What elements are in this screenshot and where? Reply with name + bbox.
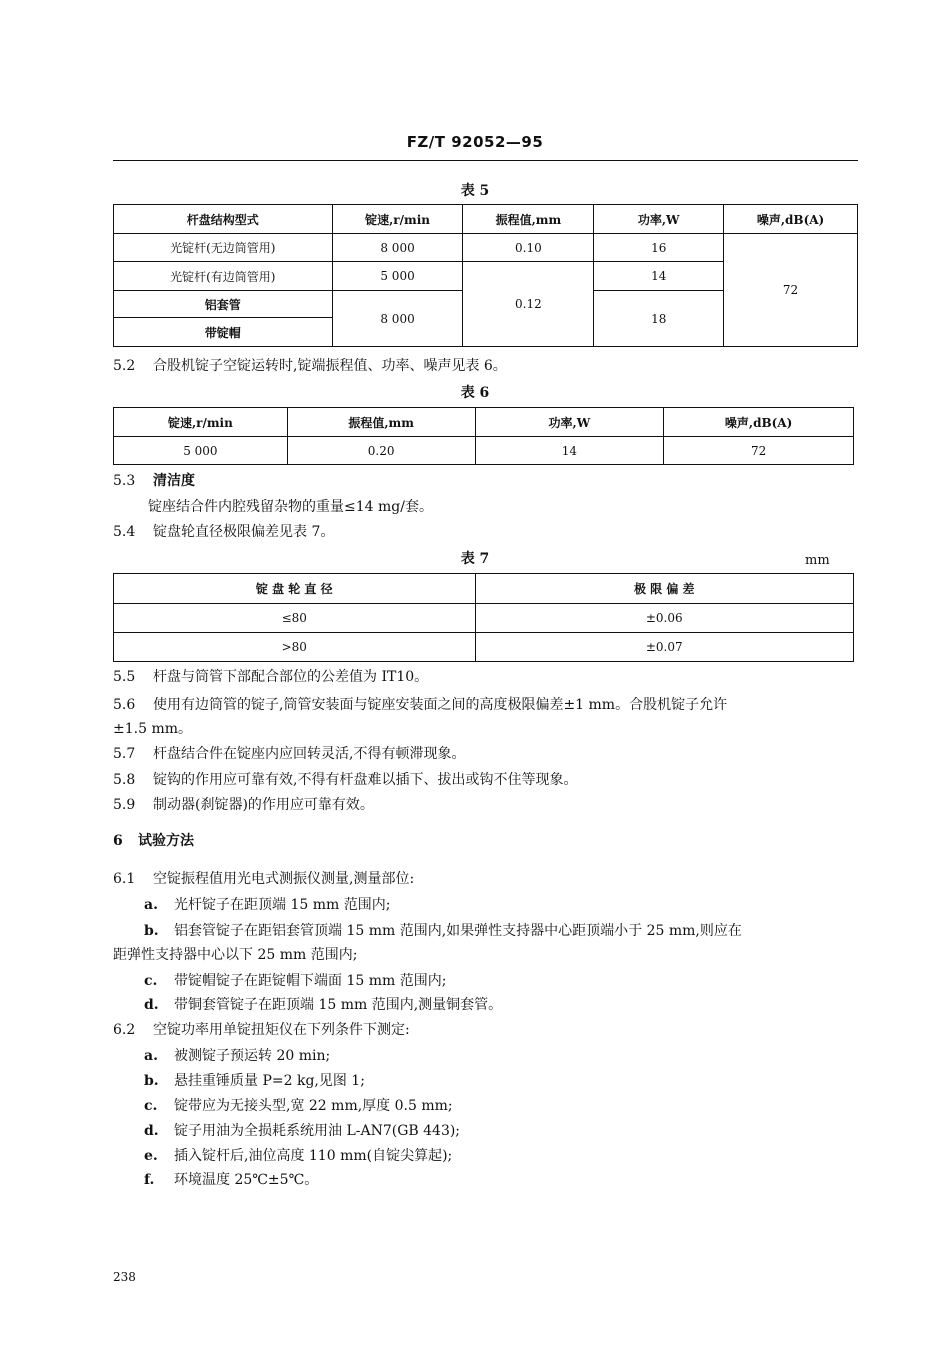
table6-header-noise: 噪声,dB(A) [664, 408, 854, 437]
table7 [113, 573, 854, 662]
table5-cell: 8 000 [332, 234, 463, 262]
table6-cell: 5 000 [114, 437, 288, 465]
section-5-9: 5.9 制动器(刹锭器)的作用应可靠有效。 [113, 797, 374, 813]
section-6-1-b-cont: 距弹性支持器中心以下 25 mm 范围内; [113, 947, 358, 963]
table7-cell: ±0.07 [475, 633, 854, 662]
section-5-4: 5.4 锭盘轮直径极限偏差见表 7。 [113, 524, 335, 540]
section-5-8: 5.8 锭钩的作用应可靠有效,不得有杆盘难以插下、拔出或钩不住等现象。 [113, 772, 578, 788]
table5-header-noise: 噪声,dB(A) [724, 205, 858, 234]
table5-cell: 带锭帽 [114, 318, 333, 347]
section-6-2-c: c. 锭带应为无接头型,宽 22 mm,厚度 0.5 mm; [144, 1098, 453, 1114]
table5-noise-value: 72 [724, 234, 858, 347]
section-6-heading: 6 试验方法 [113, 833, 194, 849]
section-6-1-a: a. 光杆锭子在距顶端 15 mm 范围内; [144, 897, 391, 913]
section-5-5: 5.5 杆盘与筒管下部配合部位的公差值为 IT10。 [113, 669, 429, 685]
section-6-2-d: d. 锭子用油为全损耗系统用油 L-AN7(GB 443); [144, 1123, 461, 1139]
table7-unit: mm [805, 553, 830, 568]
table6 [113, 407, 854, 465]
table6-caption: 表 6 [460, 385, 490, 401]
table5-cell: 18 [594, 291, 724, 347]
table7-cell: >80 [114, 633, 476, 662]
table7-header-deviation: 极 限 偏 差 [475, 574, 854, 604]
section-6-1: 6.1 空锭振程值用光电式测振仪测量,测量部位: [113, 871, 415, 887]
table5-cell: 铝套管 [114, 291, 333, 318]
section-5-7: 5.7 杆盘结合件在锭座内应回转灵活,不得有顿滞现象。 [113, 746, 466, 762]
table6-header-amplitude: 振程值,mm [287, 408, 475, 437]
table6-header-speed: 锭速,r/min [114, 408, 288, 437]
table5-caption: 表 5 [460, 183, 490, 199]
section-6-1-c: c. 带锭帽锭子在距锭帽下端面 15 mm 范围内; [144, 973, 447, 989]
document-header: FZ/T 92052—95 [406, 133, 544, 151]
table7-caption: 表 7 [460, 551, 490, 567]
section-5-6-cont: ±1.5 mm。 [113, 721, 192, 737]
table5-cell: 8 000 [332, 291, 463, 347]
table5-header-speed: 锭速,r/min [332, 205, 463, 234]
table5-cell: 14 [594, 262, 724, 291]
table5-header-power: 功率,W [594, 205, 724, 234]
table5-cell: 0.10 [463, 234, 594, 262]
table5-cell: 0.12 [463, 262, 594, 347]
page-number: 238 [113, 1270, 136, 1284]
header-rule [113, 160, 858, 161]
section-6-2-e: e. 插入锭杆后,油位高度 110 mm(自锭尖算起); [144, 1148, 453, 1164]
section-6-1-b: b. 铝套管锭子在距铝套管顶端 15 mm 范围内,如果弹性支持器中心距顶端小于 25 mm,则应在 [144, 923, 742, 939]
table6-cell: 0.20 [287, 437, 475, 465]
section-6-2: 6.2 空锭功率用单锭扭矩仪在下列条件下测定: [113, 1022, 410, 1038]
section-6-1-d: d. 带铜套管锭子在距顶端 15 mm 范围内,测量铜套管。 [144, 997, 503, 1013]
section-5-6: 5.6 使用有边筒管的锭子,筒管安装面与锭座安装面之间的高度极限偏差±1 mm。合股机锭子允许 [113, 697, 728, 713]
table6-header-power: 功率,W [475, 408, 664, 437]
table5-header-amplitude: 振程值,mm [463, 205, 594, 234]
section-6-2-a: a. 被测锭子预运转 20 min; [144, 1048, 331, 1064]
section-5-2: 5.2 合股机锭子空锭运转时,锭端振程值、功率、噪声见表 6。 [113, 358, 507, 374]
table5-cell: 5 000 [332, 262, 463, 291]
section-6-2-b: b. 悬挂重锤质量 P=2 kg,见图 1; [144, 1073, 365, 1089]
table6-cell: 14 [475, 437, 664, 465]
section-5-3: 5.3 清洁度 [113, 473, 195, 489]
table7-cell: ±0.06 [475, 604, 854, 633]
table7-header-diameter: 锭 盘 轮 直 径 [114, 574, 476, 604]
table5 [113, 204, 858, 347]
table5-cell: 光锭杆(有边筒管用) [114, 262, 333, 291]
table5-cell: 16 [594, 234, 724, 262]
section-5-3-text: 锭座结合件内腔残留杂物的重量≤14 mg/套。 [148, 499, 433, 515]
table5-cell: 光锭杆(无边筒管用) [114, 234, 333, 262]
table6-cell: 72 [664, 437, 854, 465]
table7-cell: ≤80 [114, 604, 476, 633]
table5-header-type: 杆盘结构型式 [114, 205, 333, 234]
section-6-2-f: f. 环境温度 25℃±5℃。 [144, 1172, 319, 1188]
